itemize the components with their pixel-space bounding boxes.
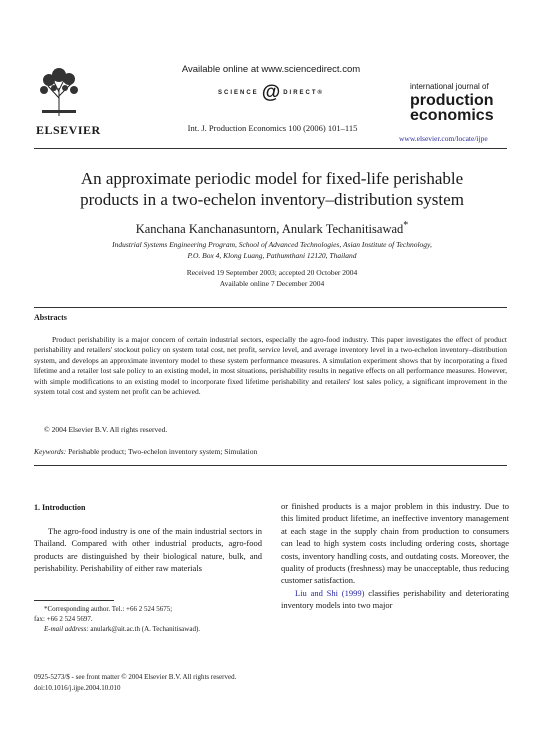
keywords-list: Perishable product; Two-echelon inventory system; Simulation bbox=[68, 447, 258, 456]
front-matter-info bbox=[34, 672, 236, 693]
keywords bbox=[34, 447, 257, 456]
corresponding-author-note: *Corresponding author. Tel.: +66 2 524 5675; bbox=[44, 605, 173, 613]
footnote-divider bbox=[34, 600, 114, 601]
publisher-name: ELSEVIER bbox=[36, 123, 101, 137]
article-title bbox=[30, 168, 514, 210]
header-divider bbox=[34, 148, 507, 149]
author-names: Kanchana Kanchanasuntorn, Anulark Techanitisawad bbox=[135, 222, 404, 237]
body-column-right bbox=[281, 500, 509, 612]
email-address[interactable]: anulark@ait.ac.th (A. Techanitisawad). bbox=[88, 625, 201, 633]
body-paragraph: or finished products is a major problem in this industry. Due to this limited product lifetime, an ineffective inventory management at each stage in the supply chain from production to consumers can lead to high system costs including ordering costs, shortage costs, inventory handling costs, and outdating costs. Moreover, the quality of products (freshness) may be unacceptable, thus reducing customer satisfaction. bbox=[281, 501, 509, 586]
authors bbox=[30, 220, 514, 237]
email-note bbox=[34, 624, 274, 634]
affiliation-line-2: P.O. Box 4, Klong Luang, Pathumthani 12120, Thailand bbox=[187, 251, 357, 260]
title-line-1: An approximate periodic model for fixed-life perishable bbox=[80, 169, 464, 188]
corresponding-mark[interactable]: * bbox=[403, 220, 409, 231]
body-column-left: The agro-food industry is one of the main industrial sectors in Thailand. Compared with other industrial products, agro-food products are distinguished by their biological nature, bulk, and perishability. Perishability of either raw materials bbox=[34, 526, 262, 574]
elsevier-tree-icon bbox=[38, 66, 80, 118]
journal-logo-top: international journal of bbox=[410, 82, 489, 91]
section-heading: 1. Introduction bbox=[34, 503, 86, 512]
journal-citation: Int. J. Production Economics 100 (2006) 101–115 bbox=[187, 123, 358, 133]
article-dates bbox=[40, 267, 504, 289]
journal-logo bbox=[410, 93, 494, 123]
body-text: classifies perishability and deteriorating inventory models into two major bbox=[281, 587, 509, 611]
citation-link[interactable]: Liu and Shi (1999) bbox=[295, 587, 365, 598]
journal-url-link[interactable]: www.elsevier.com/locate/ijpe bbox=[399, 134, 488, 143]
journal-logo-line1: production bbox=[410, 92, 494, 109]
available-online-text[interactable]: Available online at www.sciencedirect.com bbox=[181, 64, 361, 75]
sciencedirect-at: @ bbox=[261, 82, 281, 103]
issn-line: 0925-5273/$ - see front matter © 2004 Elsevier B.V. All rights reserved. bbox=[34, 673, 237, 681]
footnote bbox=[34, 604, 274, 634]
received-date: Received 19 September 2003; accepted 20 October 2004 bbox=[186, 268, 358, 277]
abstract-copyright: © 2004 Elsevier B.V. All rights reserved. bbox=[44, 425, 168, 434]
abstract-text: Product perishability is a major concern of certain industrial sectors, especially the agro-food industry. This paper investigates the effect of product perishability and retailers' stockout policy on system total cost, net profit, service level, and average inventory level in a two-echelon inventory–distribution system, and develops an approximate inventory model to these system performance measures. A simulation experiment shows that by incorporating a fixed lifetime and a retailer lost sale policy to an existing model, in most situations, perishability results in negative effects on all performance measures. However, with simple modifications to an existing model to incorporate fixed lifetime perishability and retailers' lost sales policy, a significant improvement in the system total cost and system net profit can be achieved. bbox=[34, 335, 507, 397]
keywords-divider bbox=[34, 465, 507, 466]
fax-note: fax: +66 2 524 5697. bbox=[34, 615, 93, 623]
title-line-2: products in a two-echelon inventory–distribution system bbox=[80, 190, 464, 209]
abstract-heading: Abstracts bbox=[34, 313, 67, 322]
sciencedirect-left: SCIENCE bbox=[218, 90, 259, 96]
journal-logo-line2: economics bbox=[410, 107, 494, 124]
affiliation bbox=[40, 239, 504, 261]
doi-line[interactable]: doi:10.1016/j.ijpe.2004.10.010 bbox=[34, 683, 121, 692]
affiliation-line-1: Industrial Systems Engineering Program, School of Advanced Technologies, Asian Institute of Technology, bbox=[112, 240, 432, 249]
abstract-divider bbox=[34, 307, 507, 308]
available-date: Available online 7 December 2004 bbox=[219, 279, 325, 288]
body-paragraph bbox=[281, 587, 509, 612]
email-label: E-mail address: bbox=[44, 625, 89, 633]
sciencedirect-logo bbox=[166, 82, 376, 104]
keywords-label: Keywords: bbox=[34, 447, 67, 456]
sciencedirect-right: DIRECT® bbox=[283, 90, 324, 96]
